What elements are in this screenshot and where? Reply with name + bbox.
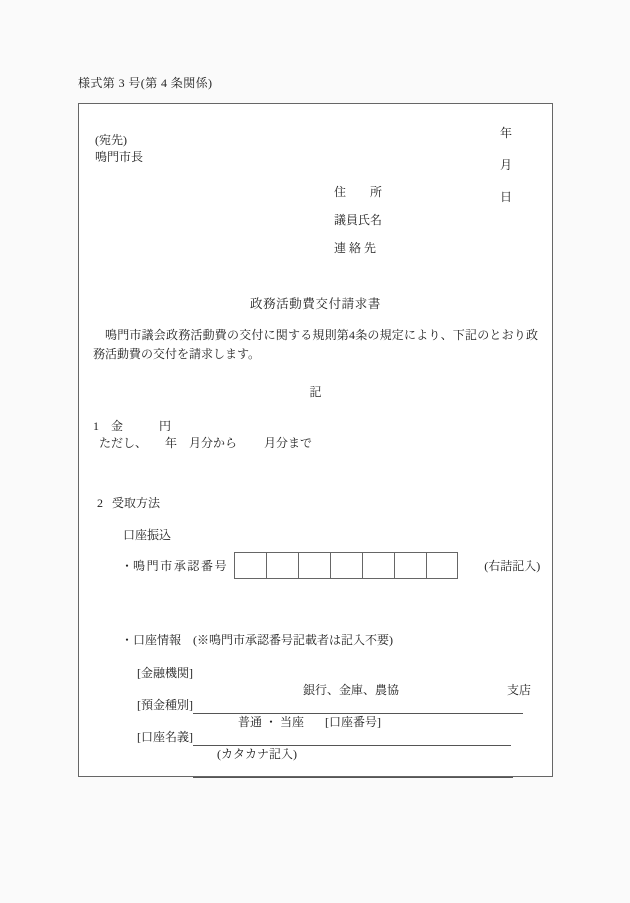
addressee-recipient: 鳴門市長 [95, 150, 144, 164]
item-1 [93, 418, 312, 452]
applicant-fields [334, 178, 382, 262]
date-day-label: 日 [500, 190, 513, 204]
item-1-number: 1 [93, 419, 99, 433]
account-info-heading [121, 631, 393, 648]
approval-number-cell[interactable] [330, 552, 362, 579]
account-name-tag: [口座名義] [137, 730, 193, 744]
account-type-kinds[interactable]: 普通 ・ 当座 [237, 715, 304, 729]
account-number-tag: [口座番号] [325, 715, 381, 729]
approval-number-cell[interactable] [266, 552, 298, 579]
account-name-input[interactable] [193, 730, 513, 778]
item-1-condition-prefix: ただし、 [99, 436, 148, 450]
account-bank-branch: 支店 [506, 683, 531, 697]
item-1-label: 金 [111, 419, 124, 433]
account-info-heading-text: 口座情報 (※鳴門市承認番号記載者は記入不要) [133, 633, 394, 647]
applicant-name-label: 議員氏名 [334, 213, 383, 227]
account-bank-tag: [金融機関] [137, 666, 193, 680]
approval-number-cell[interactable] [298, 552, 330, 579]
account-bullet: ・ [121, 633, 134, 647]
item-1-to-label: 月分まで [264, 436, 313, 450]
body-paragraph: 鳴門市議会政務活動費の交付に関する規則第4条の規定により、下記のとおり政務活動費の交付を請求します。 [93, 328, 538, 361]
item-2-heading [97, 494, 160, 511]
approval-bullet: ・ [121, 559, 134, 573]
approval-number-cell[interactable] [426, 552, 458, 579]
item-2-method: 口座振込 [123, 528, 172, 542]
account-name-hint: (カタカナ記入) [217, 747, 297, 761]
approval-number-cell[interactable] [234, 552, 266, 579]
date-line [482, 109, 530, 220]
item-1-period-row [93, 435, 312, 452]
item-2-number: 2 [97, 496, 103, 510]
approval-number-row [121, 552, 540, 579]
item-1-amount-row [93, 418, 312, 435]
document-title: 政務活動費交付請求書 [249, 297, 381, 311]
form-frame [78, 103, 553, 777]
ki-marker: 記 [309, 385, 322, 399]
approval-number-boxes[interactable] [234, 552, 458, 579]
account-name-line [137, 728, 513, 778]
item-1-unit: 円 [159, 419, 172, 433]
approval-number-cell[interactable] [394, 552, 426, 579]
item-2-label: 受取方法 [112, 496, 161, 510]
item-1-year-label: 年 [165, 436, 178, 450]
addressee-label: (宛先) [95, 133, 127, 147]
account-bank-kinds: 銀行、金庫、農協 [302, 683, 399, 697]
account-type-tag: [預金種別] [137, 698, 193, 712]
applicant-address-label: 住 所 [334, 185, 383, 199]
form-number: 様式第 3 号(第 4 条関係) [78, 76, 213, 90]
approval-number-label: 鳴門市承認番号 [133, 559, 229, 573]
addressee-block [95, 132, 143, 166]
date-month-label: 月 [500, 158, 513, 172]
approval-number-cell[interactable] [362, 552, 394, 579]
applicant-contact-label: 連 絡 先 [334, 241, 377, 255]
item-1-from-label: 月分から [189, 436, 238, 450]
approval-number-note: (右詰記入) [484, 559, 541, 573]
date-year-label: 年 [500, 126, 513, 140]
